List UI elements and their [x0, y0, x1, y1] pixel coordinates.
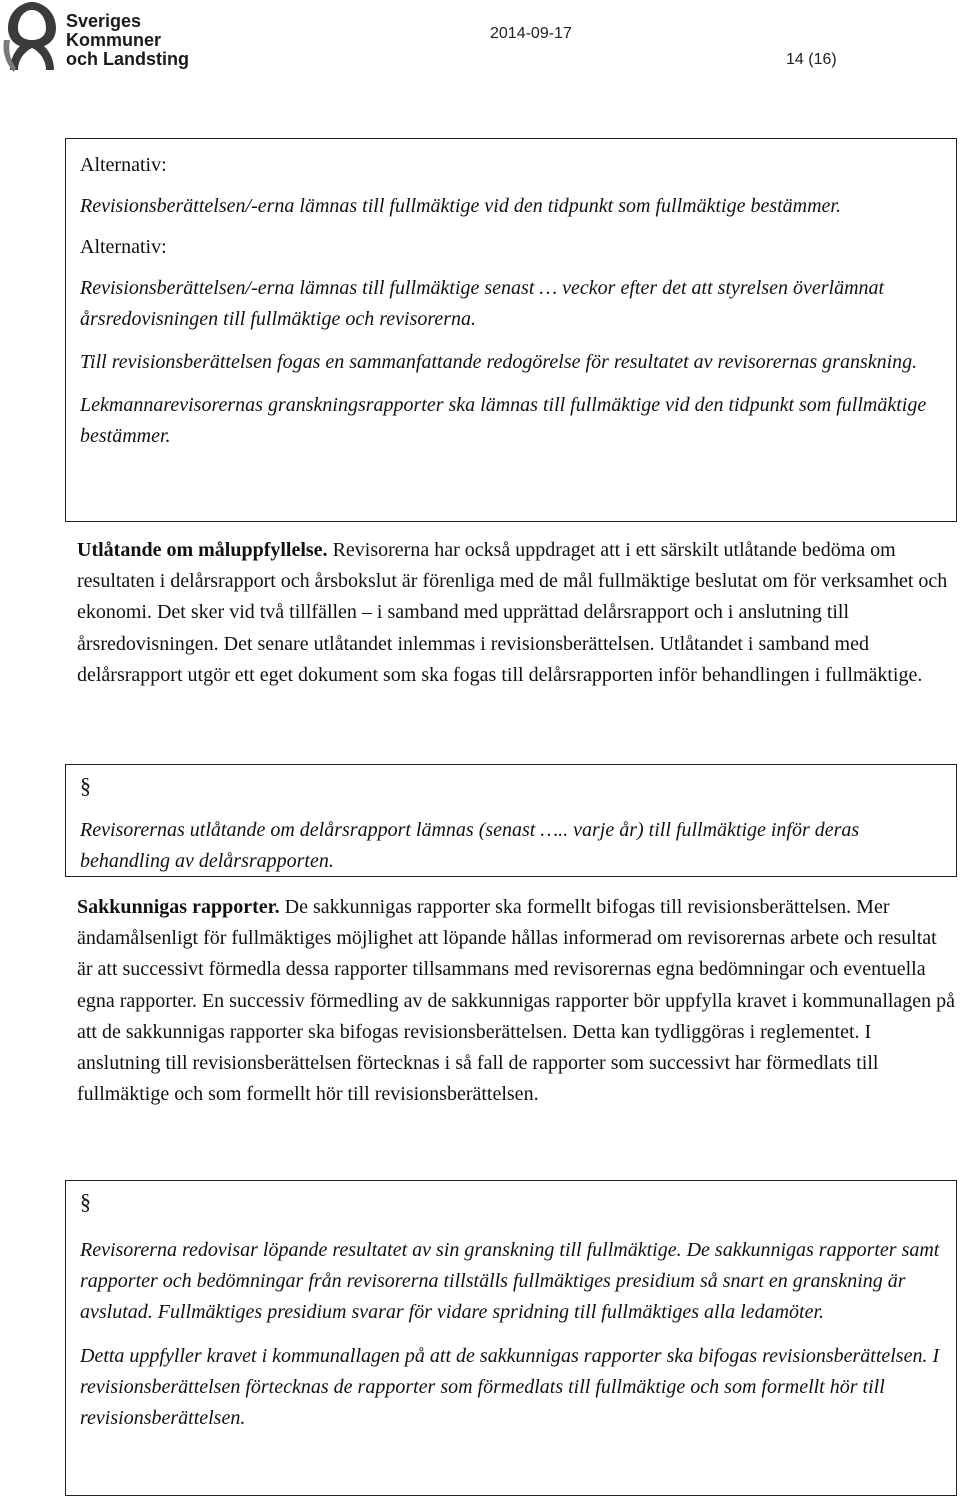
- page-header: [0, 0, 960, 80]
- utlatande-text: Revisorerna har också uppdraget att i ett särskilt utlåtande bedöma om resultaten i delårsrapport och årsbokslut är förenliga med de mål fullmäktige beslutat om för verksamhet och ekonomi. Det sker vid två tillfällen – i samband med upprättad delårsrapport och i anslutning till årsredovisningen. Det senare utlåtandet inlemmas i revisionsberättelsen. Utlåtandet i samband med delårsrapport utgör ett eget dokument som ska fogas till delårsrapporten inför behandlingen i fullmäktige.: [77, 539, 948, 686]
- utlatande-paragraph: [77, 535, 957, 691]
- alt1-text: Revisionsberättelsen/-erna lämnas till fullmäktige vid den tidpunkt som fullmäktige bestämmer.: [80, 195, 841, 217]
- box3-paragraph-1: Revisorerna redovisar löpande resultatet av sin granskning till fullmäktige. De sakkunnigas rapporter samt rapporter och bedömningar från revisorerna tillställs fullmäktiges presidium så snart en granskning är avslutad. Fullmäktiges presidium svarar för vidare spridning till fullmäktiges alla ledamöter.: [80, 1239, 940, 1323]
- box2-text: Revisorernas utlåtande om delårsrapport lämnas (senast ….. varje år) till fullmäktige inför deras behandling av delårsrapporten.: [80, 819, 860, 872]
- alt2-label: Alternativ:: [80, 236, 167, 258]
- box3-paragraph-2: Detta uppfyller kravet i kommunallagen på att de sakkunnigas rapporter ska bifogas revisionsberättelsen. I revisionsberättelsen förtecknas de rapporter som förmedlats till fullmäktige och som formellt hör till revisionsberättelsen.: [80, 1345, 940, 1429]
- utlatande-heading: Utlåtande om måluppfyllelse.: [77, 539, 328, 561]
- regulation-box-2: [65, 764, 957, 877]
- section-sign-2: §: [80, 1189, 91, 1214]
- box1-paragraph-4: Lekmannarevisorernas granskningsrapporter ska lämnas till fullmäktige vid den tidpunkt som fullmäktige bestämmer.: [80, 394, 927, 447]
- alt2-text: Revisionsberättelsen/-erna lämnas till fullmäktige senast … veckor efter det att styrelsen överlämnat årsredovisningen till fullmäktige och revisorerna.: [80, 277, 885, 330]
- logo-line-1: Sveriges: [66, 11, 142, 31]
- skl-logo: [0, 0, 190, 80]
- document-date: 2014-09-17: [490, 25, 572, 42]
- alt1-label: Alternativ:: [80, 154, 167, 176]
- regulation-box-3: [65, 1180, 957, 1496]
- box1-paragraph-3: Till revisionsberättelsen fogas en sammanfattande redogörelse för resultatet av revisorernas granskning.: [80, 351, 918, 373]
- page-number: 14 (16): [786, 51, 837, 68]
- regulation-box-1: [65, 138, 957, 522]
- logo-line-3: och Landsting: [66, 49, 189, 69]
- sakkunniga-text: De sakkunnigas rapporter ska formellt bifogas till revisionsberättelsen. Mer ändamålsenligt för fullmäktiges möjlighet att löpande hållas informerad om revisorernas arbete och resultat är att successivt förmedla dessa rapporter tillsammans med revisorernas egna bedömningar och eventuella egna rapporter. En successiv förmedling av de sakkunnigas rapporter bör uppfylla kravet i kommunallagen på att de sakkunnigas rapporter ska bifogas revisionsberättelsen. Detta kan tydliggöras i reglementet. I anslutning till revisionsberättelsen förtecknas i så fall de rapporter som successivt har förmedlats till fullmäktige och som formellt hör till revisionsberättelsen.: [77, 896, 956, 1106]
- section-sign-1: §: [80, 773, 91, 798]
- sakkunniga-heading: Sakkunnigas rapporter.: [77, 896, 280, 918]
- logo-line-2: Kommuner: [66, 30, 162, 50]
- sakkunniga-paragraph: [77, 892, 957, 1110]
- skl-logo-icon: [0, 0, 64, 80]
